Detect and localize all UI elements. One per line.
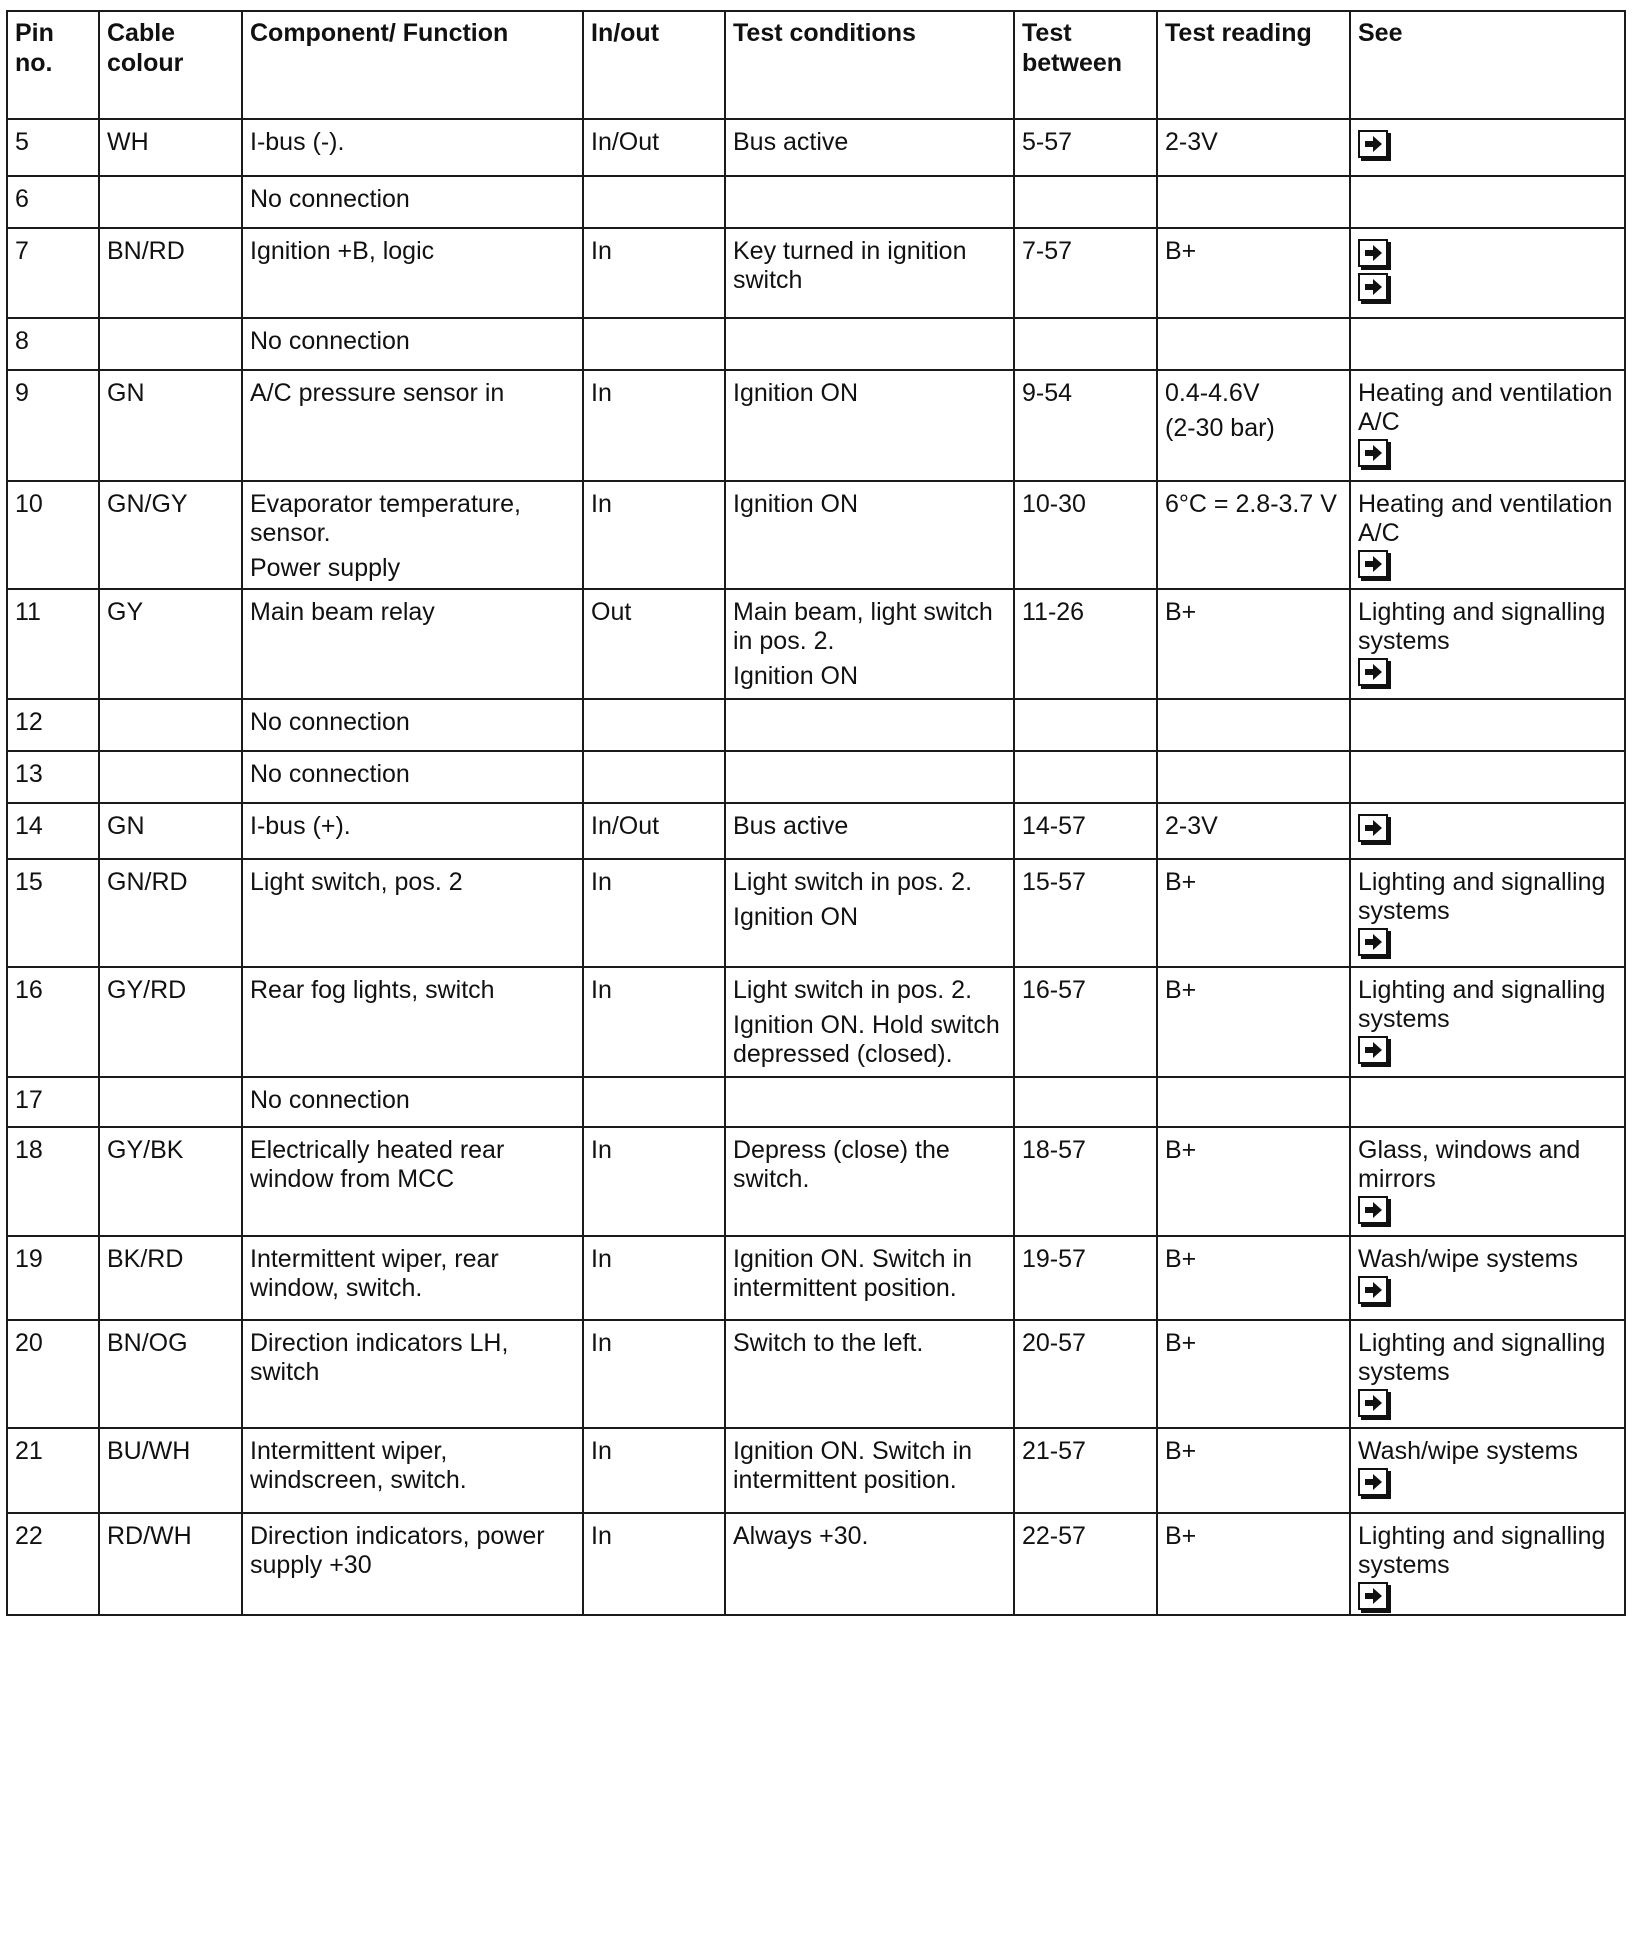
inout-cell: In — [583, 967, 725, 1077]
pin-cell: 8 — [7, 318, 99, 370]
test-between-cell: 16-57 — [1014, 967, 1157, 1077]
test-conditions-cell — [725, 1127, 1014, 1236]
test-reading-cell — [1157, 1077, 1350, 1127]
test-reading-cell-line: 0.4-4.6V — [1165, 379, 1260, 407]
table-row — [7, 859, 1625, 967]
test-reading-cell-line: 6°C = 2.8-3.7 V — [1165, 490, 1337, 518]
see-cell — [1350, 1077, 1625, 1127]
test-reading-cell-line: B+ — [1165, 1437, 1197, 1465]
see-arrows — [1358, 814, 1618, 842]
component-cell-line: Rear fog lights, switch — [250, 976, 495, 1004]
cable-colour-cell: BN/RD — [99, 228, 242, 318]
see-reference: Lighting and signalling systems — [1358, 598, 1606, 655]
pin-cell: 10 — [7, 481, 99, 589]
test-conditions-cell-line: Depress (close) the switch. — [733, 1136, 950, 1193]
pin-cell: 18 — [7, 1127, 99, 1236]
test-conditions-cell-line: Ignition ON. Hold switch depressed (closed). — [733, 1011, 1000, 1068]
arrow-right-icon[interactable] — [1358, 814, 1388, 842]
test-reading-cell-line: B+ — [1165, 976, 1197, 1004]
cable-colour-cell: BU/WH — [99, 1428, 242, 1513]
test-reading-cell — [1157, 176, 1350, 228]
test-reading-cell-line: B+ — [1165, 1522, 1197, 1550]
arrow-right-icon[interactable] — [1358, 1276, 1388, 1304]
table-body — [7, 119, 1625, 1615]
test-reading-cell — [1157, 370, 1350, 481]
inout-cell — [583, 751, 725, 803]
test-between-cell: 7-57 — [1014, 228, 1157, 318]
pin-cell: 9 — [7, 370, 99, 481]
component-cell — [242, 589, 583, 699]
test-reading-cell-line: B+ — [1165, 237, 1197, 265]
arrow-right-icon[interactable] — [1358, 239, 1388, 267]
test-conditions-cell — [725, 967, 1014, 1077]
see-arrows — [1358, 130, 1618, 158]
pin-cell: 20 — [7, 1320, 99, 1428]
component-cell-line: No connection — [250, 708, 410, 736]
header-inout: In/out — [583, 11, 725, 119]
see-cell — [1350, 119, 1625, 176]
cable-colour-cell — [99, 751, 242, 803]
test-reading-cell — [1157, 803, 1350, 859]
test-reading-cell — [1157, 751, 1350, 803]
test-conditions-cell — [725, 228, 1014, 318]
arrow-right-icon[interactable] — [1358, 1196, 1388, 1224]
see-cell — [1350, 1428, 1625, 1513]
test-reading-cell — [1157, 589, 1350, 699]
arrow-right-icon[interactable] — [1358, 928, 1388, 956]
test-conditions-cell — [725, 370, 1014, 481]
table-row — [7, 1320, 1625, 1428]
test-conditions-cell-line: Switch to the left. — [733, 1329, 924, 1357]
cable-colour-cell — [99, 1077, 242, 1127]
pin-cell: 13 — [7, 751, 99, 803]
test-conditions-cell — [725, 1428, 1014, 1513]
test-conditions-cell-line: Light switch in pos. 2. — [733, 976, 973, 1004]
arrow-right-icon[interactable] — [1358, 130, 1388, 158]
test-conditions-cell — [725, 176, 1014, 228]
test-between-cell: 10-30 — [1014, 481, 1157, 589]
test-reading-cell-line: B+ — [1165, 1136, 1197, 1164]
component-cell-line: Main beam relay — [250, 598, 435, 626]
pin-cell: 12 — [7, 699, 99, 751]
test-conditions-cell — [725, 1320, 1014, 1428]
test-conditions-cell — [725, 1236, 1014, 1320]
test-conditions-cell-line: Ignition ON — [733, 903, 859, 931]
test-between-cell — [1014, 318, 1157, 370]
component-cell — [242, 318, 583, 370]
cable-colour-cell: RD/WH — [99, 1513, 242, 1615]
test-conditions-cell-line: Ignition ON. Switch in intermittent position. — [733, 1437, 972, 1494]
see-arrows — [1358, 1389, 1618, 1417]
see-arrows — [1358, 1036, 1618, 1064]
test-between-cell: 5-57 — [1014, 119, 1157, 176]
pin-cell: 7 — [7, 228, 99, 318]
arrow-right-icon[interactable] — [1358, 550, 1388, 578]
test-reading-cell — [1157, 967, 1350, 1077]
test-between-cell: 20-57 — [1014, 1320, 1157, 1428]
arrow-right-icon[interactable] — [1358, 439, 1388, 467]
see-cell — [1350, 803, 1625, 859]
see-arrows — [1358, 1468, 1618, 1496]
see-cell — [1350, 481, 1625, 589]
component-cell — [242, 1513, 583, 1615]
header-component: Component/ Function — [242, 11, 583, 119]
component-cell-line: Intermittent wiper, windscreen, switch. — [250, 1437, 467, 1494]
see-arrows — [1358, 928, 1618, 956]
inout-cell — [583, 699, 725, 751]
cable-colour-cell — [99, 699, 242, 751]
inout-cell: In — [583, 1513, 725, 1615]
cable-colour-cell: GN/RD — [99, 859, 242, 967]
header-reading: Test reading — [1157, 11, 1350, 119]
header-conditions: Test conditions — [725, 11, 1014, 119]
see-cell — [1350, 370, 1625, 481]
test-reading-cell — [1157, 1236, 1350, 1320]
see-cell — [1350, 967, 1625, 1077]
cable-colour-cell: BN/OG — [99, 1320, 242, 1428]
test-conditions-cell — [725, 1077, 1014, 1127]
table-row — [7, 1077, 1625, 1127]
table-row — [7, 803, 1625, 859]
component-cell-line: Ignition +B, logic — [250, 237, 435, 265]
test-reading-cell — [1157, 228, 1350, 318]
inout-cell — [583, 176, 725, 228]
component-cell — [242, 751, 583, 803]
test-conditions-cell-line: Ignition ON — [733, 379, 859, 407]
test-conditions-cell-line: Ignition ON — [733, 490, 859, 518]
see-cell — [1350, 176, 1625, 228]
inout-cell: In — [583, 1428, 725, 1513]
test-conditions-cell — [725, 119, 1014, 176]
test-between-cell: 11-26 — [1014, 589, 1157, 699]
arrow-right-icon[interactable] — [1358, 273, 1388, 301]
test-conditions-cell-line: Key turned in ignition switch — [733, 237, 967, 294]
inout-cell: In — [583, 481, 725, 589]
test-conditions-cell-line: Bus active — [733, 812, 849, 840]
cable-colour-cell: BK/RD — [99, 1236, 242, 1320]
pin-cell: 17 — [7, 1077, 99, 1127]
test-reading-cell — [1157, 1428, 1350, 1513]
component-cell — [242, 699, 583, 751]
component-cell-line: No connection — [250, 185, 410, 213]
test-conditions-cell — [725, 803, 1014, 859]
cable-colour-cell: GY/RD — [99, 967, 242, 1077]
test-conditions-cell — [725, 589, 1014, 699]
pin-cell: 15 — [7, 859, 99, 967]
table-row — [7, 1127, 1625, 1236]
component-cell-line: No connection — [250, 327, 410, 355]
table-row — [7, 176, 1625, 228]
see-cell — [1350, 859, 1625, 967]
test-reading-cell — [1157, 481, 1350, 589]
test-conditions-cell-line: Main beam, light switch in pos. 2. — [733, 598, 993, 655]
test-conditions-cell-line: Ignition ON. Switch in intermittent position. — [733, 1245, 972, 1302]
arrow-right-icon[interactable] — [1358, 1468, 1388, 1496]
test-reading-cell-line: (2-30 bar) — [1165, 414, 1275, 442]
component-cell — [242, 119, 583, 176]
see-cell — [1350, 699, 1625, 751]
pin-table — [6, 10, 1626, 1616]
inout-cell — [583, 318, 725, 370]
test-conditions-cell-line: Bus active — [733, 128, 849, 156]
table-row — [7, 228, 1625, 318]
see-cell — [1350, 751, 1625, 803]
test-reading-cell-line: B+ — [1165, 868, 1197, 896]
test-conditions-cell-line: Light switch in pos. 2. — [733, 868, 973, 896]
test-conditions-cell-line: Ignition ON — [733, 662, 859, 690]
inout-cell: In — [583, 1236, 725, 1320]
table-row — [7, 1513, 1625, 1615]
test-between-cell: 14-57 — [1014, 803, 1157, 859]
pin-cell: 21 — [7, 1428, 99, 1513]
see-arrows — [1358, 239, 1618, 301]
table-row — [7, 318, 1625, 370]
table-row — [7, 967, 1625, 1077]
test-reading-cell — [1157, 1513, 1350, 1615]
see-cell — [1350, 1513, 1625, 1615]
inout-cell — [583, 1077, 725, 1127]
test-conditions-cell — [725, 481, 1014, 589]
test-conditions-cell — [725, 318, 1014, 370]
test-between-cell: 15-57 — [1014, 859, 1157, 967]
component-cell-line: A/C pressure sensor in — [250, 379, 505, 407]
component-cell-line: Direction indicators LH, switch — [250, 1329, 509, 1386]
component-cell — [242, 967, 583, 1077]
component-cell-line: No connection — [250, 1086, 410, 1114]
arrow-right-icon[interactable] — [1358, 1389, 1388, 1417]
component-cell — [242, 1320, 583, 1428]
component-cell-line: I-bus (-). — [250, 128, 345, 156]
component-cell-line: No connection — [250, 760, 410, 788]
table-row — [7, 1428, 1625, 1513]
table-row — [7, 119, 1625, 176]
test-reading-cell-line: B+ — [1165, 1329, 1197, 1357]
see-reference: Wash/wipe systems — [1358, 1437, 1578, 1465]
see-reference: Lighting and signalling systems — [1358, 1522, 1606, 1579]
pin-cell: 16 — [7, 967, 99, 1077]
header-see: See — [1350, 11, 1625, 119]
component-cell — [242, 1127, 583, 1236]
cable-colour-cell — [99, 176, 242, 228]
component-cell-line: Light switch, pos. 2 — [250, 868, 463, 896]
test-between-cell: 9-54 — [1014, 370, 1157, 481]
inout-cell: In — [583, 1127, 725, 1236]
see-cell — [1350, 318, 1625, 370]
component-cell — [242, 859, 583, 967]
see-arrows — [1358, 658, 1618, 686]
inout-cell: In — [583, 859, 725, 967]
test-conditions-cell — [725, 1513, 1014, 1615]
test-reading-cell-line: B+ — [1165, 598, 1197, 626]
component-cell — [242, 1077, 583, 1127]
see-arrows — [1358, 1276, 1618, 1304]
see-arrows — [1358, 1196, 1618, 1224]
header-row — [7, 11, 1625, 119]
header-cable: Cable colour — [99, 11, 242, 119]
test-reading-cell — [1157, 119, 1350, 176]
header-between: Test between — [1014, 11, 1157, 119]
test-between-cell: 21-57 — [1014, 1428, 1157, 1513]
test-reading-cell — [1157, 318, 1350, 370]
test-reading-cell-line: B+ — [1165, 1245, 1197, 1273]
component-cell-line: Intermittent wiper, rear window, switch. — [250, 1245, 499, 1302]
pin-table-sheet — [6, 10, 1624, 1616]
table-row — [7, 370, 1625, 481]
pin-cell: 5 — [7, 119, 99, 176]
table-row — [7, 589, 1625, 699]
inout-cell: In — [583, 370, 725, 481]
component-cell-line: Electrically heated rear window from MCC — [250, 1136, 505, 1193]
cable-colour-cell — [99, 318, 242, 370]
component-cell — [242, 228, 583, 318]
cable-colour-cell: WH — [99, 119, 242, 176]
inout-cell: In — [583, 1320, 725, 1428]
component-cell — [242, 803, 583, 859]
see-cell — [1350, 1236, 1625, 1320]
table-row — [7, 481, 1625, 589]
table-row — [7, 751, 1625, 803]
arrow-right-icon[interactable] — [1358, 1036, 1388, 1064]
test-reading-cell — [1157, 1127, 1350, 1236]
see-reference: Lighting and signalling systems — [1358, 868, 1606, 925]
component-cell — [242, 370, 583, 481]
test-reading-cell-line: 2-3V — [1165, 812, 1218, 840]
component-cell-line: Evaporator temperature, sensor. — [250, 490, 521, 547]
see-cell — [1350, 589, 1625, 699]
see-arrows — [1358, 439, 1618, 467]
cable-colour-cell: GY/BK — [99, 1127, 242, 1236]
inout-cell: In/Out — [583, 119, 725, 176]
test-conditions-cell — [725, 751, 1014, 803]
pin-cell: 19 — [7, 1236, 99, 1320]
test-reading-cell — [1157, 859, 1350, 967]
test-between-cell — [1014, 1077, 1157, 1127]
pin-cell: 6 — [7, 176, 99, 228]
test-conditions-cell-line: Always +30. — [733, 1522, 869, 1550]
see-cell — [1350, 1320, 1625, 1428]
component-cell-line: Power supply — [250, 554, 401, 582]
see-arrows — [1358, 550, 1618, 578]
component-cell — [242, 1236, 583, 1320]
cable-colour-cell: GN — [99, 370, 242, 481]
table-row — [7, 1236, 1625, 1320]
component-cell — [242, 481, 583, 589]
pin-cell: 22 — [7, 1513, 99, 1615]
see-arrows — [1358, 1582, 1618, 1610]
see-reference: Heating and ventilation A/C — [1358, 490, 1613, 547]
test-conditions-cell — [725, 859, 1014, 967]
see-cell — [1350, 1127, 1625, 1236]
see-reference: Lighting and signalling systems — [1358, 1329, 1606, 1386]
see-reference: Glass, windows and mirrors — [1358, 1136, 1581, 1193]
inout-cell: In/Out — [583, 803, 725, 859]
component-cell-line: I-bus (+). — [250, 812, 351, 840]
inout-cell: Out — [583, 589, 725, 699]
see-reference: Wash/wipe systems — [1358, 1245, 1578, 1273]
inout-cell: In — [583, 228, 725, 318]
see-reference: Heating and ventilation A/C — [1358, 379, 1613, 436]
arrow-right-icon[interactable] — [1358, 658, 1388, 686]
test-between-cell — [1014, 699, 1157, 751]
cable-colour-cell: GN — [99, 803, 242, 859]
test-between-cell — [1014, 176, 1157, 228]
test-between-cell: 18-57 — [1014, 1127, 1157, 1236]
header-pin: Pin no. — [7, 11, 99, 119]
pin-cell: 11 — [7, 589, 99, 699]
pin-cell: 14 — [7, 803, 99, 859]
see-cell — [1350, 228, 1625, 318]
table-row — [7, 699, 1625, 751]
test-reading-cell — [1157, 699, 1350, 751]
component-cell-line: Direction indicators, power supply +30 — [250, 1522, 545, 1579]
see-reference: Lighting and signalling systems — [1358, 976, 1606, 1033]
test-between-cell — [1014, 751, 1157, 803]
test-between-cell: 22-57 — [1014, 1513, 1157, 1615]
arrow-right-icon[interactable] — [1358, 1582, 1388, 1610]
cable-colour-cell: GY — [99, 589, 242, 699]
test-between-cell: 19-57 — [1014, 1236, 1157, 1320]
test-conditions-cell — [725, 699, 1014, 751]
test-reading-cell-line: 2-3V — [1165, 128, 1218, 156]
cable-colour-cell: GN/GY — [99, 481, 242, 589]
component-cell — [242, 176, 583, 228]
component-cell — [242, 1428, 583, 1513]
test-reading-cell — [1157, 1320, 1350, 1428]
